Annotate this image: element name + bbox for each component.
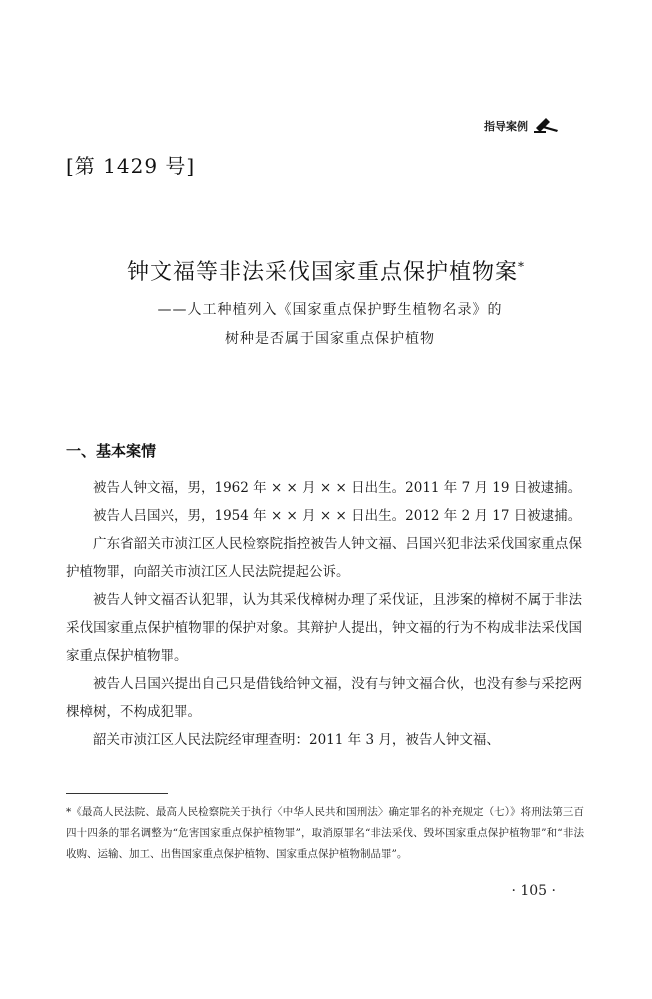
paragraph: 被告人钟文福否认犯罪，认为其采伐樟树办理了采伐证，且涉案的樟树不属于非法采伐国家重点保护植物罪的保护对象。其辩护人提出，钟文福的行为不构成非法采伐国家重点保护植物罪。 [66,592,582,664]
page-number: · 105 · [511,883,556,899]
footnote: *《最高人民法院、最高人民检察院关于执行〈中华人民共和国刑法〉确定罪名的补充规定（七）》将刑法第三百四十四条的罪名调整为“危害国家重点保护植物罪”，取消原罪名“非法采伐、毁坏国家重点保护植物罪”和“非法收购、运输、加工、出售国家重点保护植物、国家重点保护植物制品罪”。 [66,806,584,860]
paragraph: 被告人吕国兴提出自己只是借钱给钟文福，没有与钟文福合伙，也没有参与采挖两棵樟树，不构成犯罪。 [66,676,582,720]
paragraph: 被告人钟文福，男，1962 年 × × 月 × × 日出生。2011 年 7 月 19 日被逮捕。 [93,480,582,496]
subtitle-line-2: 树种是否属于国家重点保护植物 [225,331,435,347]
case-body [66,474,582,754]
section-heading: 一、基本案情 [66,442,157,460]
section-label: 指导案例 [484,120,528,133]
document-title [0,255,652,286]
footnote-mark: * [518,259,525,274]
paragraph: 韶关市浈江区人民法院经审理查明：2011 年 3 月，被告人钟文福、 [93,732,500,748]
gavel-icon [532,114,560,134]
paragraph: 被告人吕国兴，男，1954 年 × × 月 × × 日出生。2012 年 2 月 17 日被逮捕。 [93,508,582,524]
case-number: [第 1429 号] [66,154,196,178]
paragraph: 广东省韶关市浈江区人民检察院指控被告人钟文福、吕国兴犯非法采伐国家重点保护植物罪，向韶关市浈江区人民法院提起公诉。 [66,536,582,580]
title-text: 钟文福等非法采伐国家重点保护植物案 [126,260,518,285]
footnote-divider [66,793,168,794]
subtitle-line-1: ——人工种植列入《国家重点保护野生植物名录》的 [157,302,503,318]
